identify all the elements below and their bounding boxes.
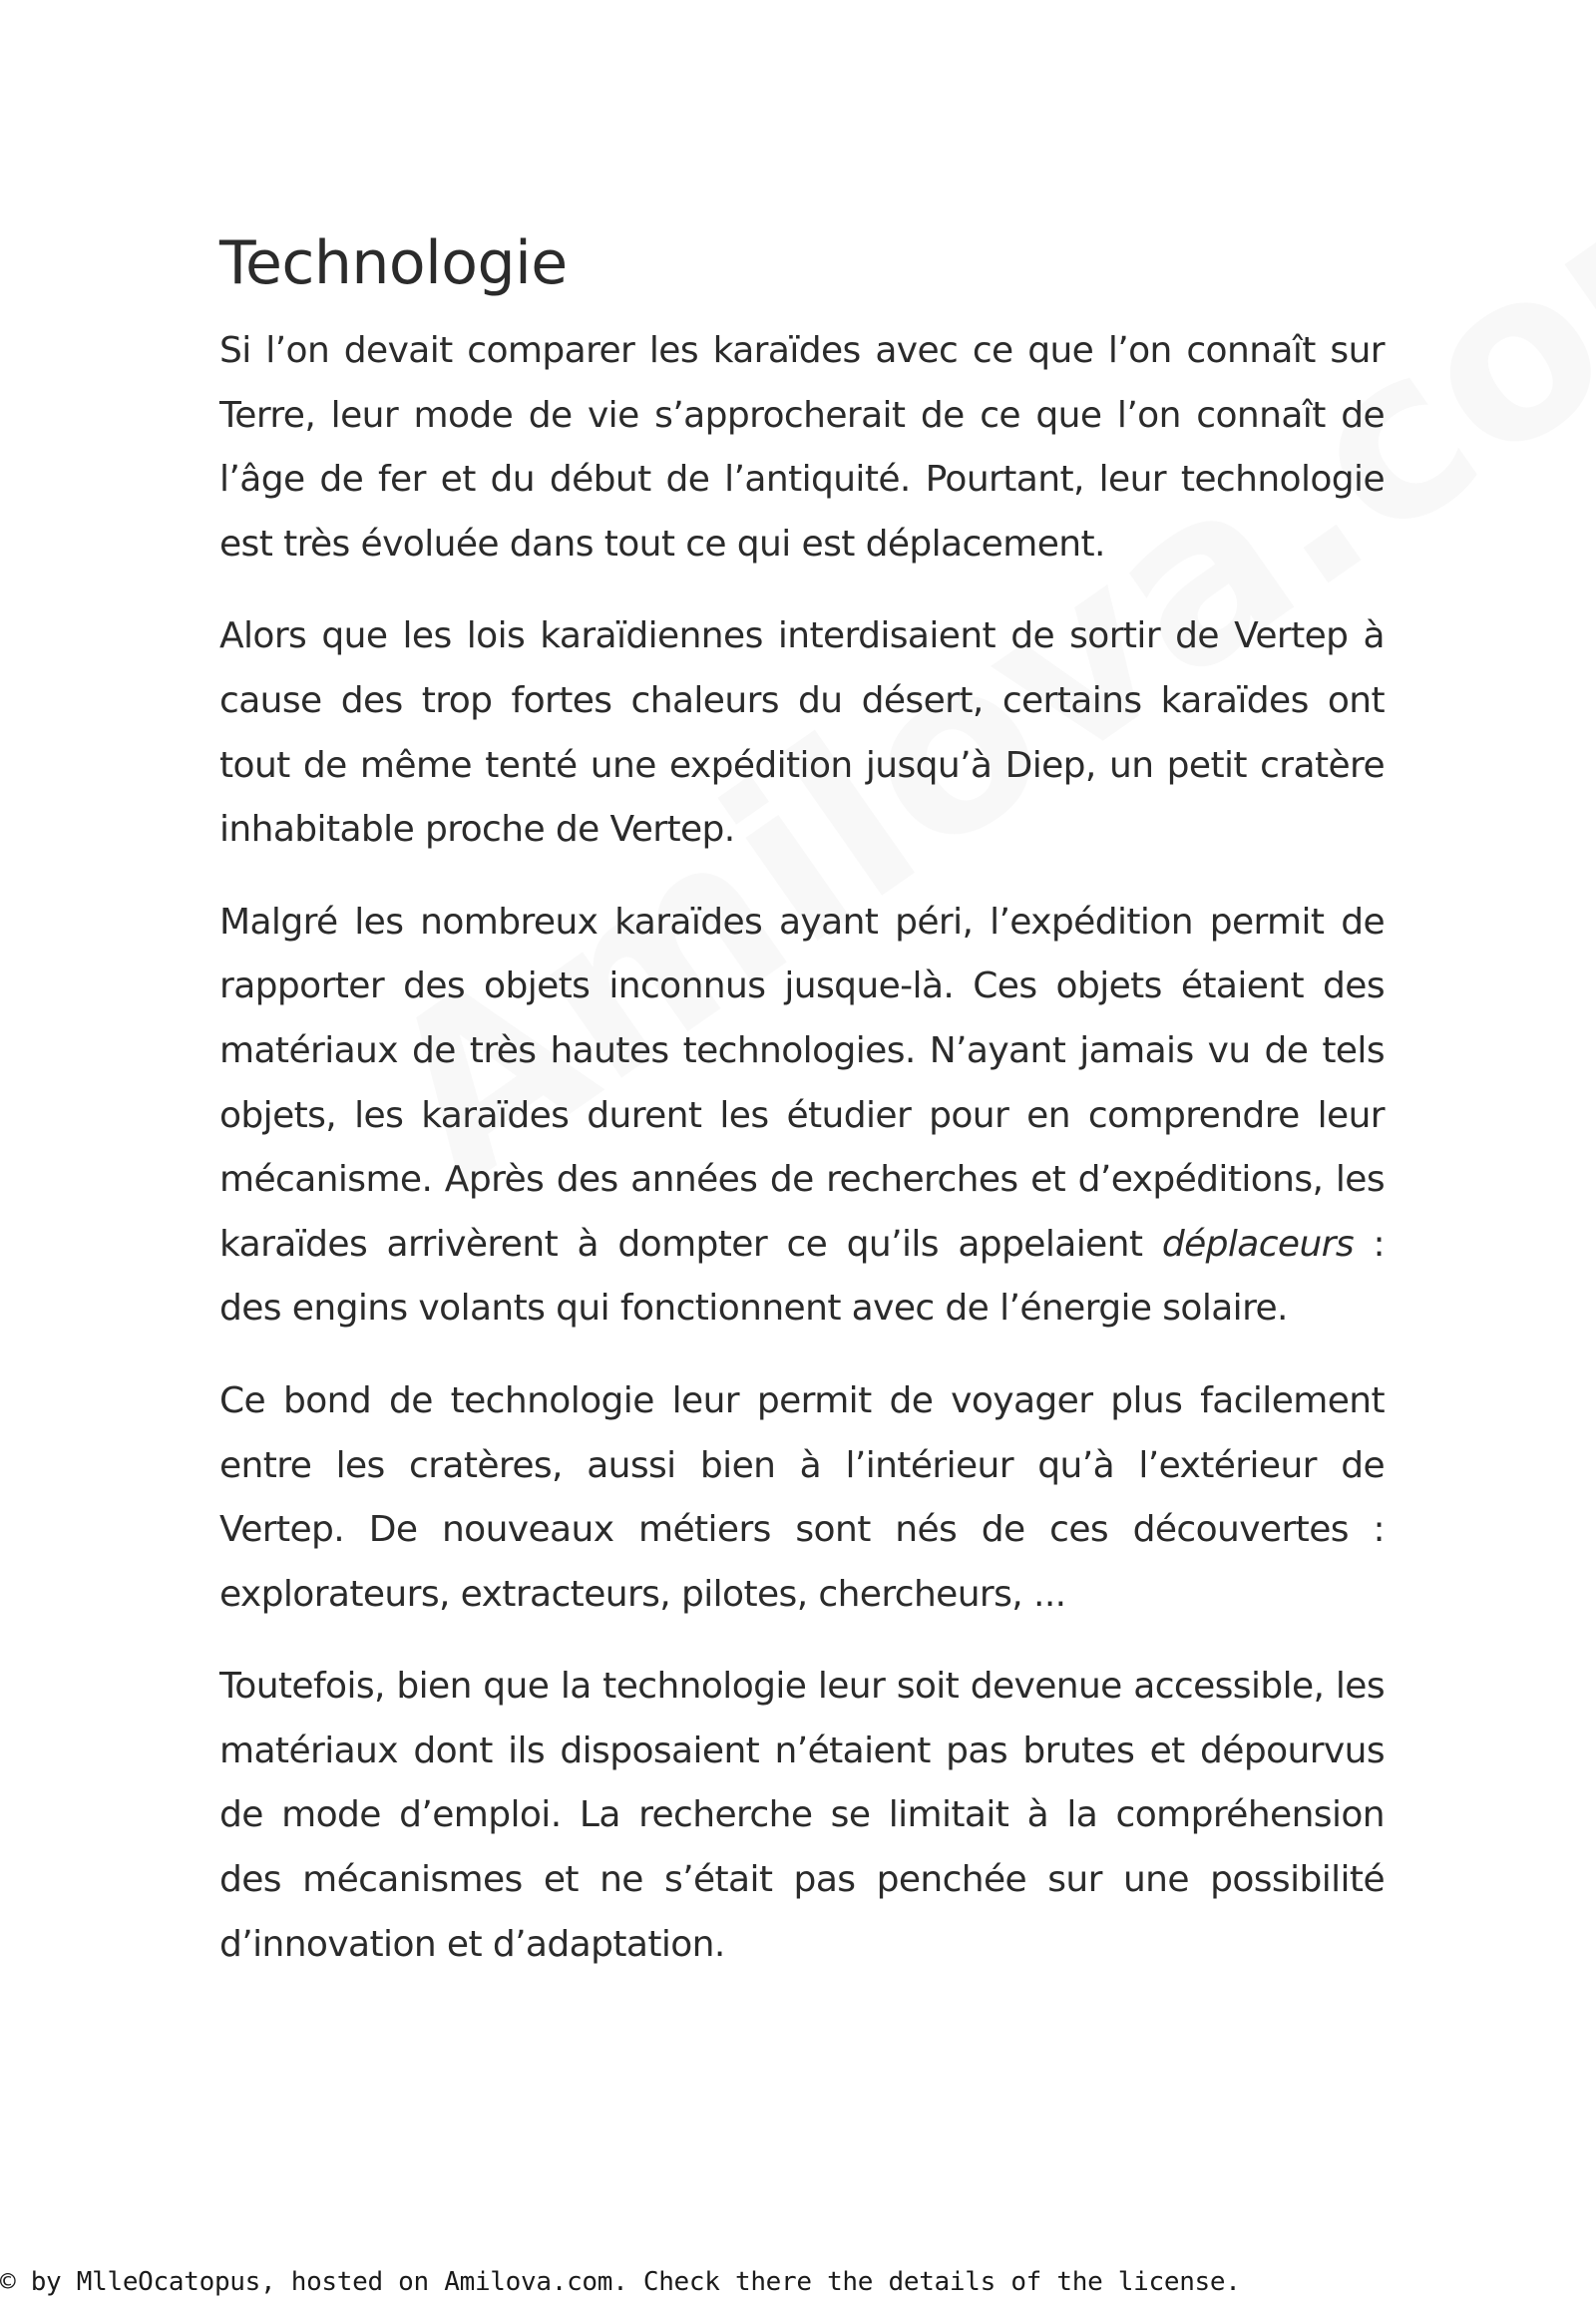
paragraph-expedition: Alors que les lois karaïdiennes interdisaient de sortir de Vertep à cause des trop fortes chaleurs du désert, certains karaïdes ont tout de même tenté une expédition jusqu’à Diep, un petit cratère inhabitable proche de Vertep. xyxy=(219,615,1385,851)
paragraph-intro: Si l’on devait comparer les karaïdes avec ce que l’on connaît sur Terre, leur mode de vie s’approcherait de ce que l’on connaît de l’âge de fer et du début de l’antiquité. Pourtant, leur technologie est très évoluée dans tout ce qui est déplacement. xyxy=(219,330,1385,565)
paragraph-limits: Toutefois, bien que la technologie leur soit devenue accessible, les matériaux dont ils disposaient n’étaient pas brutes et dépourvus de mode d’emploi. La recherche se limitait à la compréhension des mécanismes et ne s’était pas penchée sur une possibilité d’innovation et d’adaptation. xyxy=(219,1666,1385,1965)
emphasis-term: déplaceurs xyxy=(1161,1223,1355,1265)
paragraph-discovery xyxy=(219,891,1385,1342)
document-body xyxy=(219,221,1385,2005)
paragraph-discovery-after: : des engins volants qui fonctionnent avec de l’énergie solaire. xyxy=(219,1223,1385,1330)
license-footer: © by MlleOcatopus, hosted on Amilova.com. Check there the details of the license. xyxy=(0,2267,1241,2297)
paragraph-discovery-before: Malgré les nombreux karaïdes ayant péri, l’expédition permit de rapporter des objets inconnus jusque-là. Ces objets étaient des matériaux de très hautes technologies. N’ayant jamais vu de tels objets, les karaïdes durent les étudier pour en comprendre leur mécanisme. Après des années de recherches et d’expéditions, les karaïdes arrivèrent à dompter ce qu’ils appelaient xyxy=(219,901,1385,1265)
page-title: Technologie xyxy=(219,228,568,298)
paragraph-new-jobs: Ce bond de technologie leur permit de voyager plus facilement entre les cratères, aussi bien à l’intérieur qu’à l’extérieur de Vertep. De nouveaux métiers sont nés de ces découvertes : explorateurs, extracteurs, pilotes, chercheurs, ... xyxy=(219,1379,1385,1615)
